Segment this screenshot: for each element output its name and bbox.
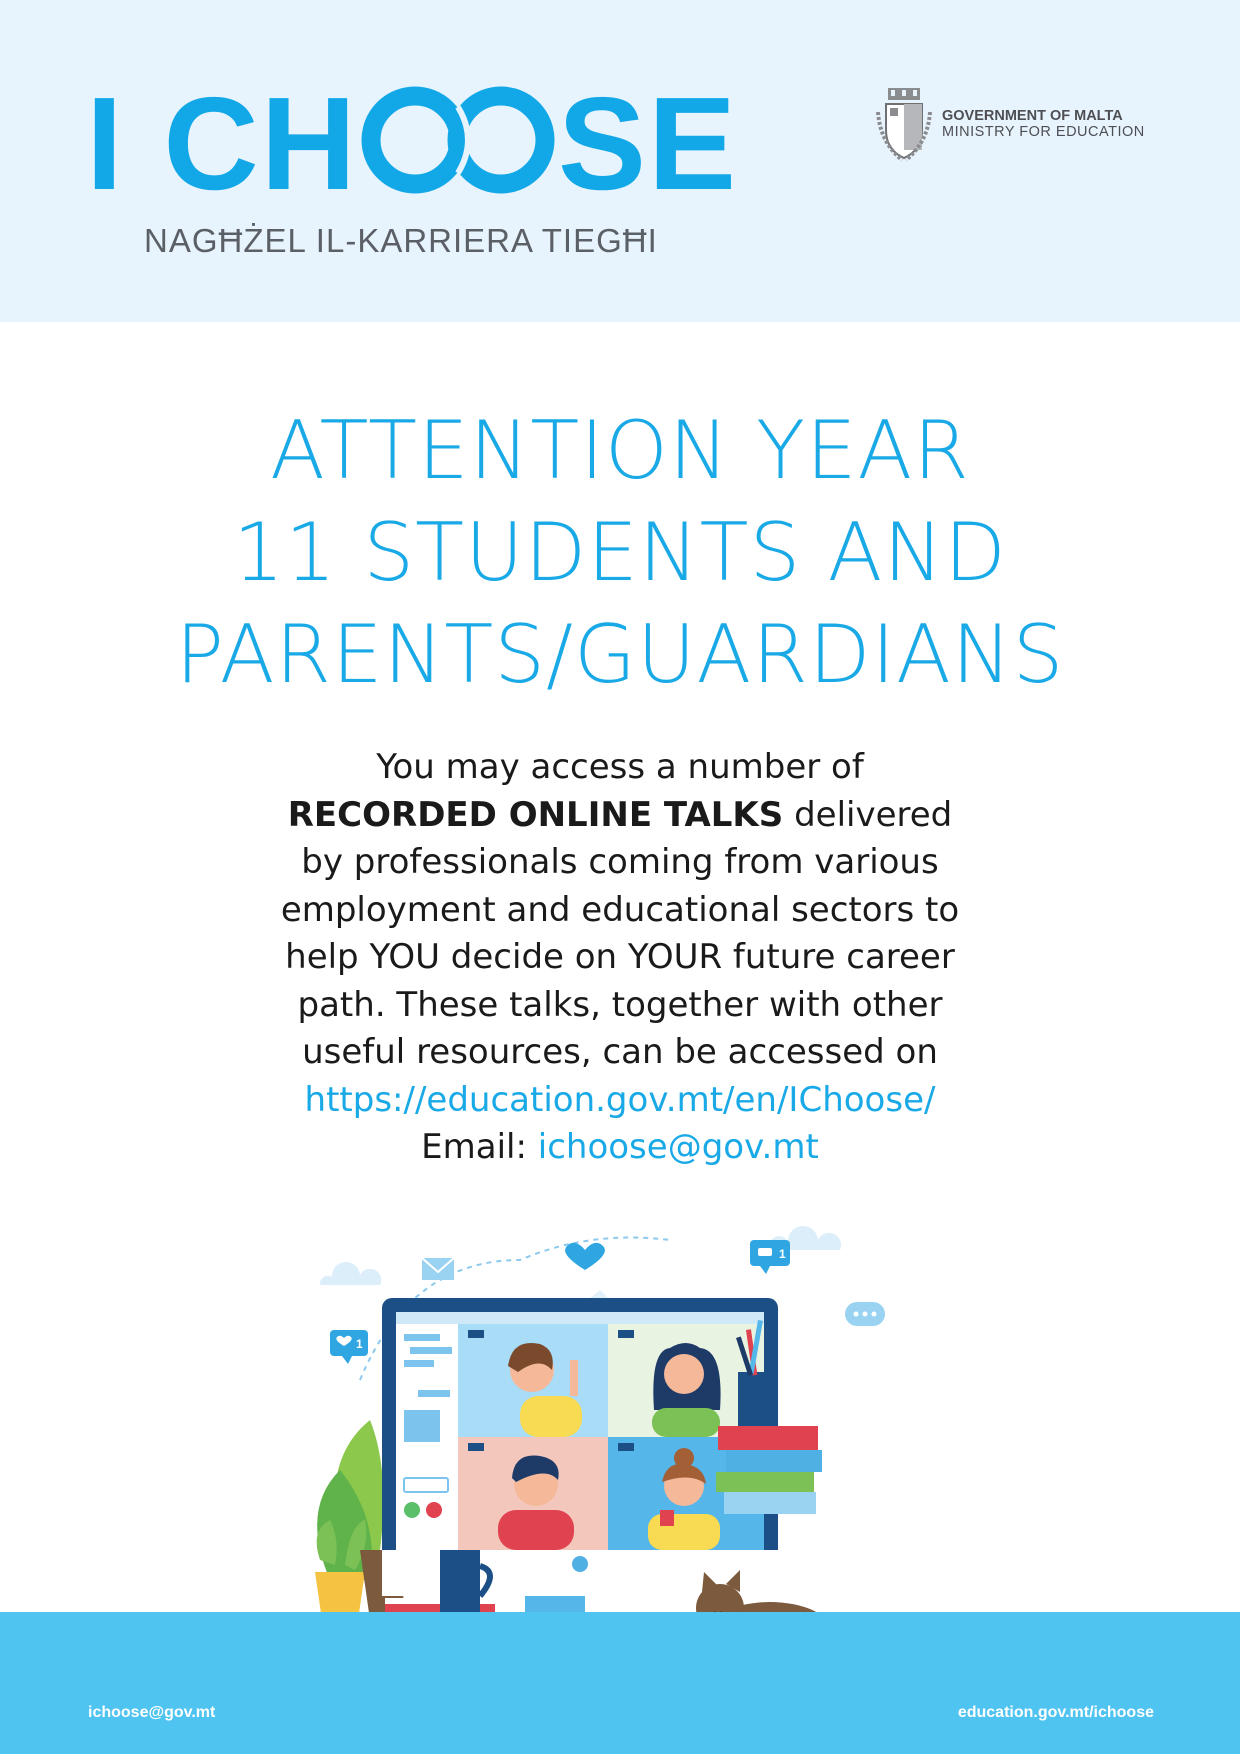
book-stack-blue xyxy=(726,1450,822,1472)
book-stack-green xyxy=(716,1472,814,1492)
body-line-3: by professionals coming from various xyxy=(301,842,939,882)
resources-url-link[interactable]: https://education.gov.mt/en/IChoose/ xyxy=(304,1079,936,1120)
heart-icon xyxy=(565,1243,605,1270)
gov-line-1: GOVERNMENT OF MALTA xyxy=(942,108,1123,124)
monitor-button xyxy=(572,1556,588,1572)
tagline: NAGĦŻEL IL-KARRIERA TIEGĦI xyxy=(144,222,658,259)
body-line-2-rest: delivered xyxy=(783,794,953,835)
headline-line-2: 11 STUDENTS AND xyxy=(233,506,1007,599)
book-stack-red xyxy=(718,1426,818,1450)
envelope-icon xyxy=(422,1258,454,1280)
email-link[interactable]: ichoose@gov.mt xyxy=(537,1127,819,1167)
headline xyxy=(0,400,1240,706)
recorded-talks-emphasis: RECORDED ONLINE TALKS xyxy=(287,794,784,835)
headline-line-1: ATTENTION YEAR xyxy=(270,404,970,497)
like-count: 1 xyxy=(356,1337,363,1351)
cloud-left xyxy=(320,1262,381,1285)
body-line-2 xyxy=(150,792,1090,840)
body-text xyxy=(150,744,1090,1172)
logo-double-o-icon xyxy=(360,84,556,194)
body-line-1: You may access a number of xyxy=(376,747,864,787)
header-band xyxy=(0,0,1240,322)
government-logo xyxy=(874,86,1174,166)
government-name xyxy=(942,108,1145,140)
comment-count: 1 xyxy=(779,1247,786,1261)
book-stack-teal xyxy=(724,1492,816,1514)
email-label: Email: xyxy=(421,1127,538,1167)
body-line-6: path. These talks, together with other xyxy=(297,984,943,1025)
comment-badge-icon xyxy=(750,1240,790,1274)
chat-dots-icon xyxy=(845,1302,885,1326)
body-line-4: employment and educational sectors to xyxy=(280,889,960,930)
footer-website[interactable]: education.gov.mt/ichoose xyxy=(957,1704,1154,1721)
ichoose-logo xyxy=(86,70,739,217)
gov-line-2: MINISTRY FOR EDUCATION xyxy=(942,124,1145,140)
footer-band xyxy=(0,1612,1240,1754)
body-line-7: useful resources, can be accessed on xyxy=(302,1032,938,1072)
participant-woman-dark-hair xyxy=(652,1343,721,1437)
like-badge-icon xyxy=(330,1330,368,1364)
coat-of-arms-icon xyxy=(874,86,934,164)
body-line-5: help YOU decide on YOUR future career xyxy=(285,937,955,977)
email-line xyxy=(150,1124,1090,1172)
logo-text-start: I CH xyxy=(86,70,358,217)
headline-line-3: PARENTS/GUARDIANS xyxy=(175,608,1065,701)
logo-text-end: SE xyxy=(558,70,739,217)
footer-email[interactable]: ichoose@gov.mt xyxy=(88,1704,216,1721)
monitor-topbar xyxy=(396,1312,764,1324)
pencil-cup xyxy=(738,1372,772,1426)
